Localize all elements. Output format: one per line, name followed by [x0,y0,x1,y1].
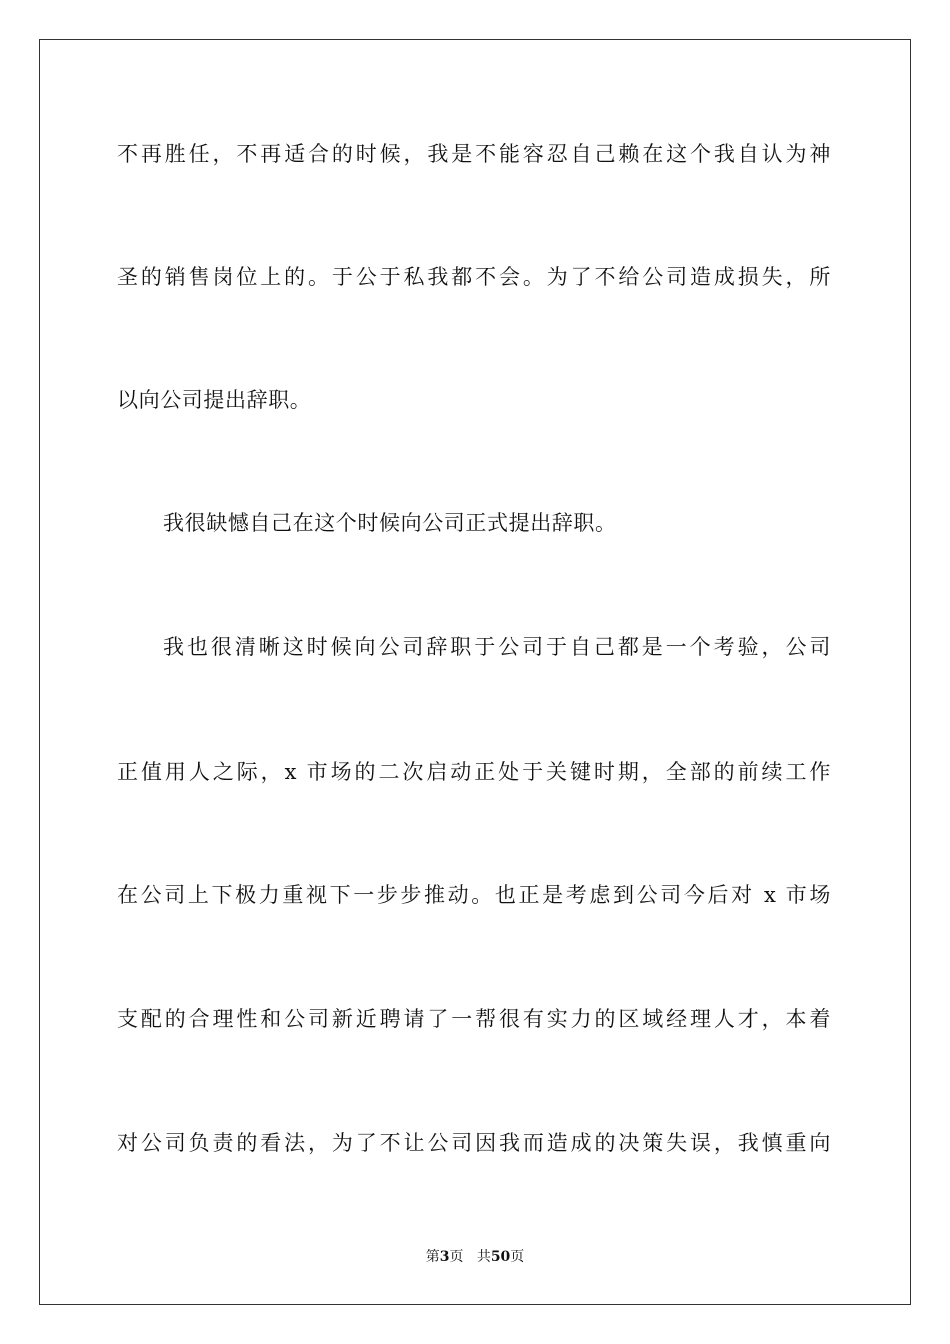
body-line-3: 以向公司提出辞职。 [117,388,312,412]
body-line-2: 圣的销售岗位上的。于公于私我都不会。为了不给公司造成损失，所 [117,265,831,289]
body-line-8: 支配的合理性和公司新近聘请了一帮很有实力的区域经理人才，本着 [117,1007,831,1031]
body-line-6: 正值用人之际，x 市场的二次启动正处于关键时期，全部的前续工作 [117,760,831,784]
body-line-5: 我也很清晰这时候向公司辞职于公司于自己都是一个考验，公司 [163,635,831,659]
footer-total-suffix: 页 [510,1249,525,1265]
page-footer [0,1248,950,1266]
footer-page-suffix: 页 [449,1249,464,1265]
body-line-1: 不再胜任，不再适合的时候，我是不能容忍自己赖在这个我自认为神 [117,142,831,166]
footer-page-number: 3 [439,1249,450,1265]
footer-page-prefix: 第 [425,1249,440,1265]
body-line-7: 在公司上下极力重视下一步步推动。也正是考虑到公司今后对 x 市场 [117,883,831,907]
footer-total-prefix: 共 [476,1249,491,1265]
page-border [39,39,911,1305]
footer-total-pages: 50 [490,1249,511,1265]
body-line-4: 我很缺憾自己在这个时候向公司正式提出辞职。 [163,511,617,535]
body-line-9: 对公司负责的看法，为了不让公司因我而造成的决策失误，我慎重向 [117,1131,831,1155]
